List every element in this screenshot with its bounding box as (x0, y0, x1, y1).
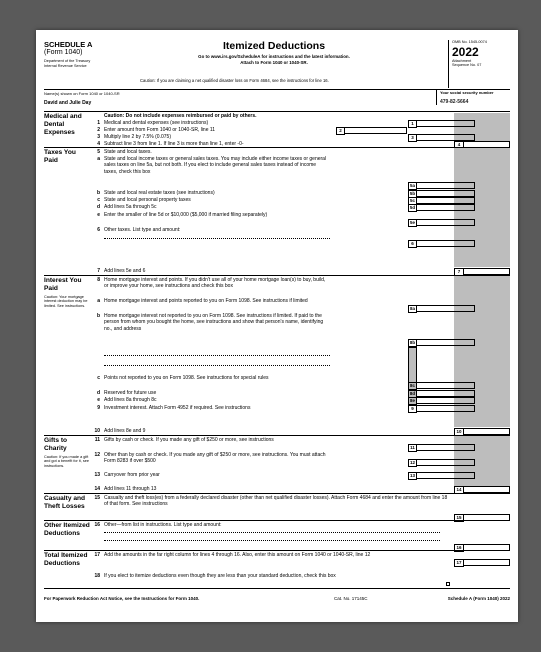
line-3-input[interactable] (417, 134, 475, 141)
form-id-footer: Schedule A (Form 1040) 2022 (447, 596, 510, 601)
line-8e-label: Add lines 8a through 8c (104, 397, 157, 403)
taxes-section: Taxes You Paid 5 State and local taxes. a State and local income taxes or general sales taxes. You may include either income taxes or general sales taxes on line 5a, but not both. If you elect to include general sales taxes instead of income taxes, check this box 5a b State and local real estate taxes (see instructions) 5b c State and local personal property taxes 5c d Add lines 5a through 5c 5d e Enter the smaller of line 5d or $10,000 ($5,000 if married filing separately) 5e 6 Other taxes. List type and amount: 6 7 Add lines 5e and 6 7 (44, 148, 510, 276)
line-5a-input[interactable] (417, 182, 475, 189)
form-title: Itemized Deductions (222, 40, 326, 52)
interest-caution: Caution: Your mortgage interest deduction may be limited. See instructions. (44, 295, 88, 308)
form-page (36, 30, 518, 622)
line-8e-input[interactable] (417, 397, 475, 404)
casualty-section: Casualty and Theft Losses 15 Casualty and theft loss(es) from a federally declared disaster (other than net qualified disaster losses). Attach Form 4684 and enter the amount from line 18 of that form. See instructions 15 (44, 494, 510, 521)
line-5a-label: State and local income taxes or general sales taxes. You may include either income taxes or general sales taxes on line 5a, but not both. If you elect to include general sales taxes instead of income taxes, check this box (104, 156, 327, 175)
form-footer (44, 596, 510, 601)
line-5c-label: State and local personal property taxes (104, 197, 191, 203)
schedule-label: SCHEDULE A (44, 40, 93, 49)
line-13-input[interactable] (417, 472, 475, 479)
line-6-label: Other taxes. List type and amount: (104, 227, 181, 233)
ssn-label: Your social security number (440, 90, 494, 95)
line-12-input[interactable] (417, 459, 475, 466)
line-5e-input[interactable] (417, 219, 475, 226)
medical-caution: Caution: Do not include expenses reimbursed or paid by others. (104, 113, 257, 119)
line-1-label: Medical and dental expenses (see instructions) (104, 120, 209, 126)
line-16-input[interactable] (464, 544, 510, 551)
line-17-label: Add the amounts in the far right column for lines 4 through 16. Also, enter this amount on Form 1040 or 1040-SR, line 12 (104, 552, 371, 558)
attach-note: Attach to Form 1040 or 1040-SR. (240, 60, 308, 65)
instructions-link[interactable]: Go to www.irs.gov/ScheduleA for instructions and the latest information. (198, 54, 350, 59)
interest-label (44, 277, 90, 308)
line-14-input[interactable] (464, 486, 510, 493)
names-value[interactable]: David and Julie Day (44, 100, 92, 106)
line-1-input[interactable] (417, 120, 475, 127)
line-15-input[interactable] (464, 514, 510, 521)
schedule-id (44, 40, 134, 69)
line-5b-label: State and local real estate taxes (see instructions) (104, 190, 215, 196)
line-9-label: Investment interest. Attach Form 4952 if required. See instructions (104, 405, 251, 411)
gifts-caution: Caution: If you made a gift and got a benefit for it, see instructions. (44, 455, 89, 468)
line-5d-label: Add lines 5a through 5c (104, 204, 157, 210)
line-8c-input[interactable] (417, 382, 475, 389)
total-section: Total Itemized Deductions 17 Add the amounts in the far right column for lines 4 through 16. Also, enter this amount on Form 1040 or 1040-SR, line 12 17 18 If you elect to itemize deductions even though they are less than your standard deduction, check this box (44, 551, 510, 589)
line-8-label: Home mortgage interest and points. If you didn't use all of your home mortgage loan(s) to buy, build, or improve your home, see instructions and check this box (104, 277, 326, 290)
paperwork-notice: For Paperwork Reduction Act Notice, see the Instructions for Form 1040. (44, 596, 200, 601)
other-label: Other Itemized Deductions (44, 522, 90, 537)
line-8a-input[interactable] (417, 305, 475, 312)
line-4-label: Subtract line 3 from line 1. If line 3 is more than line 1, enter -0- (104, 141, 244, 147)
taxes-label: Taxes You Paid (44, 149, 76, 164)
tax-year: 2022 (452, 45, 479, 59)
disaster-caution: Caution: If you are claiming a net qualified disaster loss on Form 4684, see the instructions for line 16. (140, 78, 329, 83)
line-7-label: Add lines 5e and 6 (104, 268, 146, 274)
ssn-value[interactable]: 479-82-5664 (440, 99, 469, 105)
line-5c-input[interactable] (417, 197, 475, 204)
gifts-section: Gifts to Charity Caution: If you made a gift and got a benefit for it, see instructions. 11 Gifts by cash or check. If you made any gift of $250 or more, see instructions 11 12 Other than by cash or check. If you made any gift of $250 or more, see instructions. You must attach Form 8283 if over $500 12 13 Carryover from prior year 13 14 Add lines 11 through 13 14 (44, 436, 510, 494)
line-4-input[interactable] (464, 141, 510, 148)
line-18-checkbox[interactable] (446, 582, 450, 586)
attachment-label: Attachment (452, 59, 472, 63)
line-6-input[interactable] (417, 240, 475, 247)
medical-section: Medical and Dental Expenses Caution: Do not include expenses reimbursed or paid by others. 1 Medical and dental expenses (see instructions) 1 2 Enter amount from Form 1040 or 1040-SR, line 11 2 3 Multiply line 2 by 7.5% (0.075) 3 4 Subtract line 3 from line 1. If line 3 is more than line 1, enter -0- 4 (44, 112, 510, 148)
interest-title: Interest You Paid (44, 277, 82, 292)
form-label: (Form 1040) (44, 49, 83, 56)
line-8b-input[interactable] (417, 339, 475, 346)
cat-number: Cat. No. 17145C (334, 596, 368, 601)
sequence-number: Sequence No. 07 (452, 63, 482, 68)
line-5-label: State and local taxes. (104, 149, 152, 155)
line-8c-label: Points not reported to you on Form 1098. See instructions for special rules (104, 375, 269, 381)
line-8b-label: Home mortgage interest not reported to you on Form 1098. See instructions if limited. If paid to the person from whom you bought the home, see instructions and show that person's name, identifying no., and address (104, 313, 324, 332)
line-2-input[interactable] (345, 127, 407, 134)
interest-section: Interest You Paid Caution: Your mortgage interest deduction may be limited. See instructions. 8 Home mortgage interest and points. If you didn't use all of your home mortgage loan(s) to buy, build, or improve your home, see instructions and check this box a Home mortgage interest and points reported to you on Form 1098. See instructions if limited 8a b Home mortgage interest not reported to you on Form 1098. See instructions if limited. If paid to the person from whom you bought the home, see instructions and show that person's name, identifying no., and address 8b c Points not reported to you on Form 1098. See instructions for special rules 8c d Reserved for future use 8d e Add lines 8a through 8c 8e 9 Investment interest. Attach Form 4952 if required. See instructions 9 10 Add lines 8e and 9 10 (44, 276, 510, 436)
line-8a-label: Home mortgage interest and points reported to you on Form 1098. See instructions if limited (104, 298, 308, 304)
other-section: Other Itemized Deductions 16 Other—from list in instructions. List type and amount: 16 (44, 521, 510, 551)
gifts-title: Gifts to Charity (44, 437, 68, 452)
line-10-label: Add lines 8e and 9 (104, 428, 146, 434)
line-13-label: Carryover from prior year (104, 472, 160, 478)
total-label: Total Itemized Deductions (44, 552, 88, 567)
line-12-label: Other than by cash or check. If you made any gift of $250 or more, see instructions. You must attach Form 8283 if over $500 (104, 452, 326, 465)
line-11-input[interactable] (417, 444, 475, 451)
line-17-input[interactable] (464, 559, 510, 566)
line-2-label: Enter amount from Form 1040 or 1040-SR, line 11 (104, 127, 216, 133)
line-7-input[interactable] (464, 268, 510, 275)
line-8d-input (417, 390, 475, 397)
line-5d-input[interactable] (417, 204, 475, 211)
form-header (44, 40, 510, 112)
casualty-label: Casualty and Theft Losses (44, 495, 86, 510)
line-3-label: Multiply line 2 by 7.5% (0.075) (104, 134, 171, 140)
line-5e-label: Enter the smaller of line 5d or $10,000 ($5,000 if married filing separately) (104, 212, 268, 218)
medical-label: Medical and Dental Expenses (44, 113, 82, 136)
line-10-input[interactable] (464, 428, 510, 435)
line-18-label: If you elect to itemize deductions even though they are less than your standard deduction, check this box (104, 573, 336, 579)
line-15-label: Casualty and theft loss(es) from a federally declared disaster (other than net qualified disaster losses). Attach Form 4684 and enter the amount from line 18 of that form. See instructions (104, 495, 448, 508)
irs-label: Internal Revenue Service (44, 64, 87, 68)
line-9-input[interactable] (417, 405, 475, 412)
line-8d-label: Reserved for future use (104, 390, 157, 396)
names-label: Name(s) shown on Form 1040 or 1040-SR (44, 91, 120, 96)
omb-box (448, 40, 510, 88)
dept-label: Department of the Treasury (44, 59, 91, 63)
line-14-label: Add lines 11 through 13 (104, 486, 157, 492)
line-5b-input[interactable] (417, 190, 475, 197)
line-11-label: Gifts by cash or check. If you made any gift of $250 or more, see instructions (104, 437, 274, 443)
line-16-label: Other—from list in instructions. List type and amount: (104, 522, 222, 528)
names-field[interactable] (44, 89, 448, 106)
gifts-label (44, 437, 90, 468)
omb-number: OMB No. 1545-0074 (452, 40, 487, 44)
ssn-field[interactable] (436, 89, 510, 105)
